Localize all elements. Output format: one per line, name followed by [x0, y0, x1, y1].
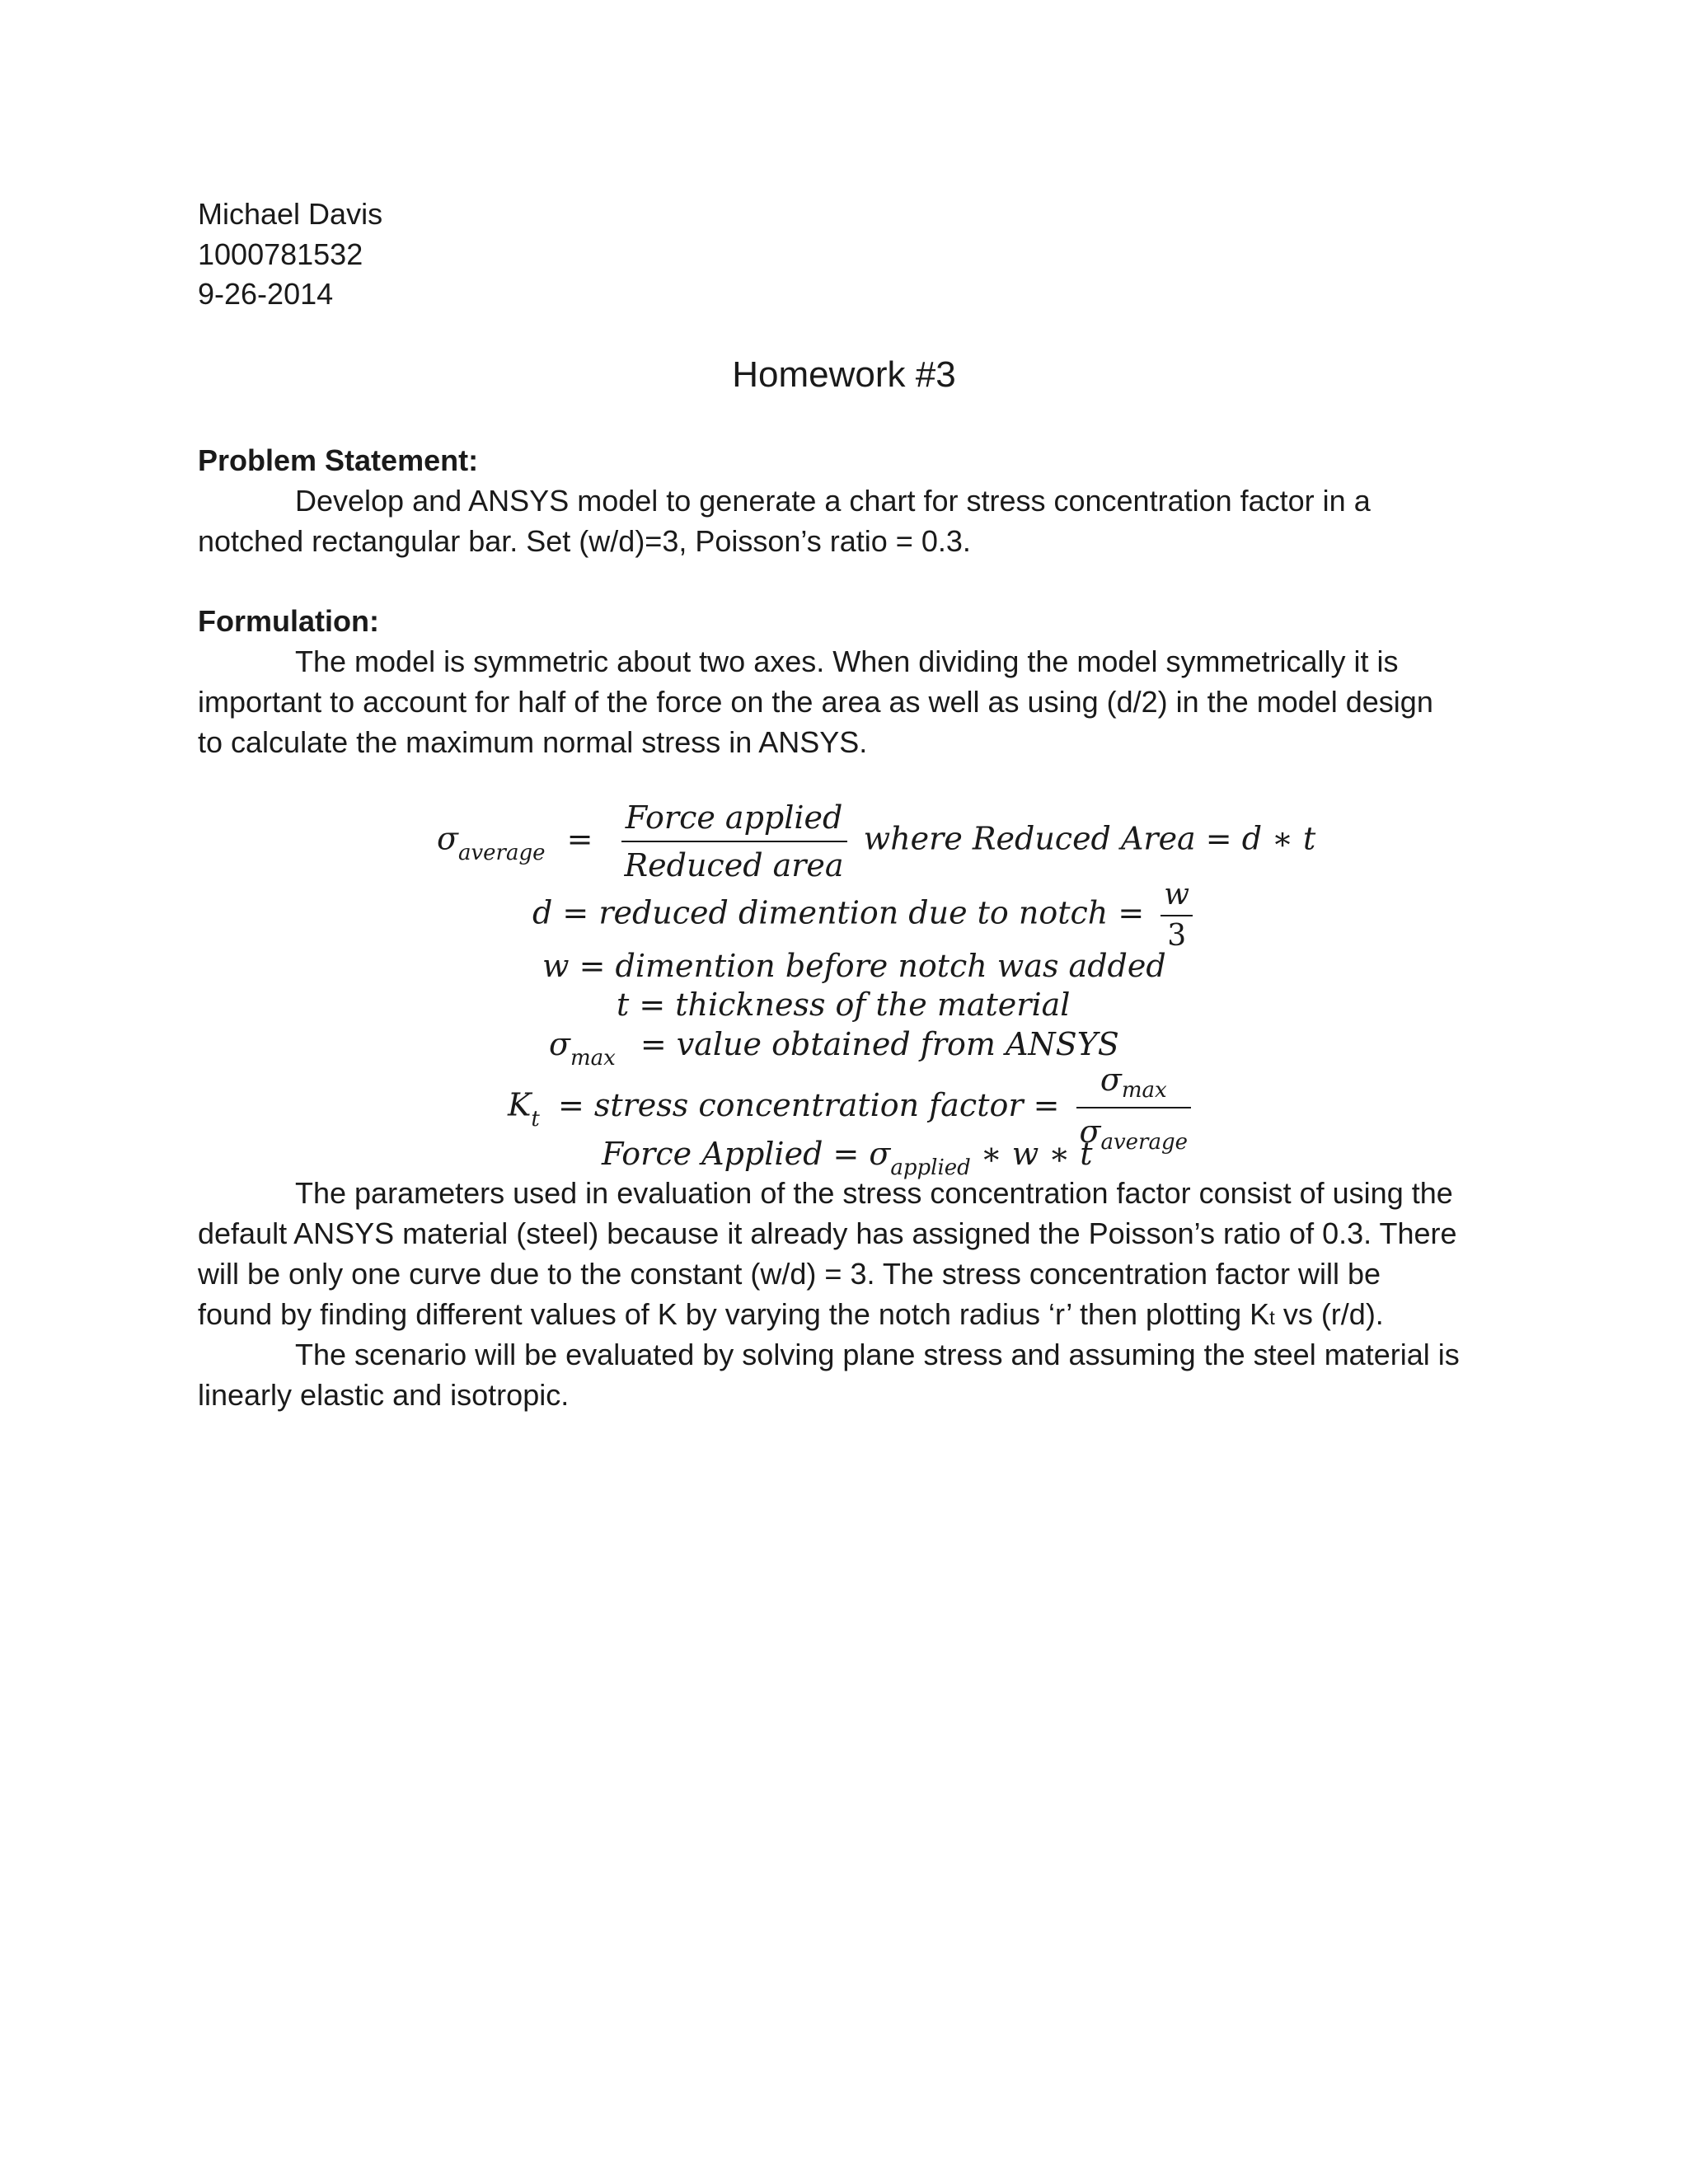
sigma-numerator-symbol: σ — [1100, 1062, 1122, 1098]
sigma-symbol: σ — [437, 820, 458, 857]
document-date: 9-26-2014 — [198, 277, 334, 311]
reduced-area-definition: where Reduced Area = d ∗ t — [863, 820, 1316, 857]
fraction-numerator: Force applied — [621, 798, 847, 842]
parameters-text-4a: found by finding different values of K by varying the notch radius ‘r’ then plotting K — [198, 1297, 1270, 1331]
page-title: Homework #3 — [732, 354, 956, 395]
sigma-applied-subscript: applied — [890, 1155, 971, 1180]
parameters-text-1: The parameters used in evaluation of the stress concentration factor consist of using the — [295, 1176, 1453, 1210]
d-definition-text: d = reduced dimention due to notch = — [532, 894, 1145, 931]
three-denominator: 3 — [1167, 919, 1187, 953]
problem-line-1 — [198, 481, 1371, 521]
formulation-heading: Formulation: — [198, 604, 379, 638]
equation-w-definition: w = dimention before notch was added — [542, 948, 1166, 984]
kt-inline-subscript: t — [1269, 1307, 1275, 1329]
problem-heading: Problem Statement: — [198, 443, 479, 477]
sigma-max-definition: = value obtained from ANSYS — [640, 1026, 1119, 1062]
scenario-line-1 — [198, 1335, 1460, 1375]
scenario-text-1: The scenario will be evaluated by solving plane stress and assuming the steel material is — [295, 1338, 1460, 1371]
sigma-average-subscript: average — [457, 840, 546, 865]
parameters-line-1 — [198, 1174, 1453, 1213]
formulation-line-2: important to account for half of the force on the area as well as using (d/2) in the model design — [198, 685, 1433, 719]
w-over-three-fraction — [1160, 875, 1193, 956]
sigma-ratio-fraction — [1076, 1060, 1192, 1155]
parameters-line-3: will be only one curve due to the constant (w/d) = 3. The stress concentration factor will be — [198, 1257, 1381, 1291]
sigma-max-symbol: σ — [549, 1026, 570, 1062]
equals-sign: = — [566, 820, 593, 857]
fraction-denominator: Reduced area — [624, 847, 844, 883]
problem-line-2: notched rectangular bar. Set (w/d)=3, Poisson’s ratio = 0.3. — [198, 524, 971, 558]
formulation-line-3: to calculate the maximum normal stress in ANSYS. — [198, 725, 868, 759]
student-id: 1000781532 — [198, 237, 363, 271]
sigma-denominator-symbol: σ — [1079, 1113, 1101, 1150]
force-applied-tail: ∗ w ∗ t — [970, 1136, 1093, 1172]
scenario-line-2: linearly elastic and isotropic. — [198, 1378, 570, 1412]
equation-force-applied — [602, 1134, 1093, 1178]
parameters-text-4b: vs (r/d). — [1274, 1297, 1384, 1331]
sigma-max-subscript: max — [570, 1046, 616, 1071]
kt-subscript: t — [531, 1106, 540, 1132]
sigma-denominator-subscript: average — [1100, 1130, 1189, 1155]
parameters-line-2: default ANSYS material (steel) because it already has assigned the Poisson’s ratio of 0.3. There — [198, 1216, 1457, 1250]
author-name: Michael Davis — [198, 197, 383, 231]
parameters-line-4 — [198, 1295, 1384, 1338]
equation-d-definition — [532, 875, 1199, 956]
equation-sigma-average — [437, 798, 1315, 885]
problem-text-1: Develop and ANSYS model to generate a chart for stress concentration factor in a — [295, 484, 1371, 518]
kt-definition: = stress concentration factor = — [557, 1086, 1060, 1123]
formulation-line-1 — [198, 642, 1398, 682]
equation-t-definition: t = thickness of the material — [617, 987, 1071, 1023]
sigma-ratio-denominator — [1076, 1108, 1192, 1155]
sigma-numerator-subscript: max — [1121, 1078, 1167, 1103]
force-applied-text: Force Applied = σ — [602, 1136, 891, 1172]
formulation-text-1: The model is symmetric about two axes. When dividing the model symmetrically it is — [295, 644, 1399, 678]
sigma-ratio-numerator — [1076, 1060, 1192, 1108]
kt-symbol: K — [508, 1086, 532, 1123]
force-area-fraction — [621, 798, 847, 885]
w-numerator: w — [1160, 875, 1193, 916]
